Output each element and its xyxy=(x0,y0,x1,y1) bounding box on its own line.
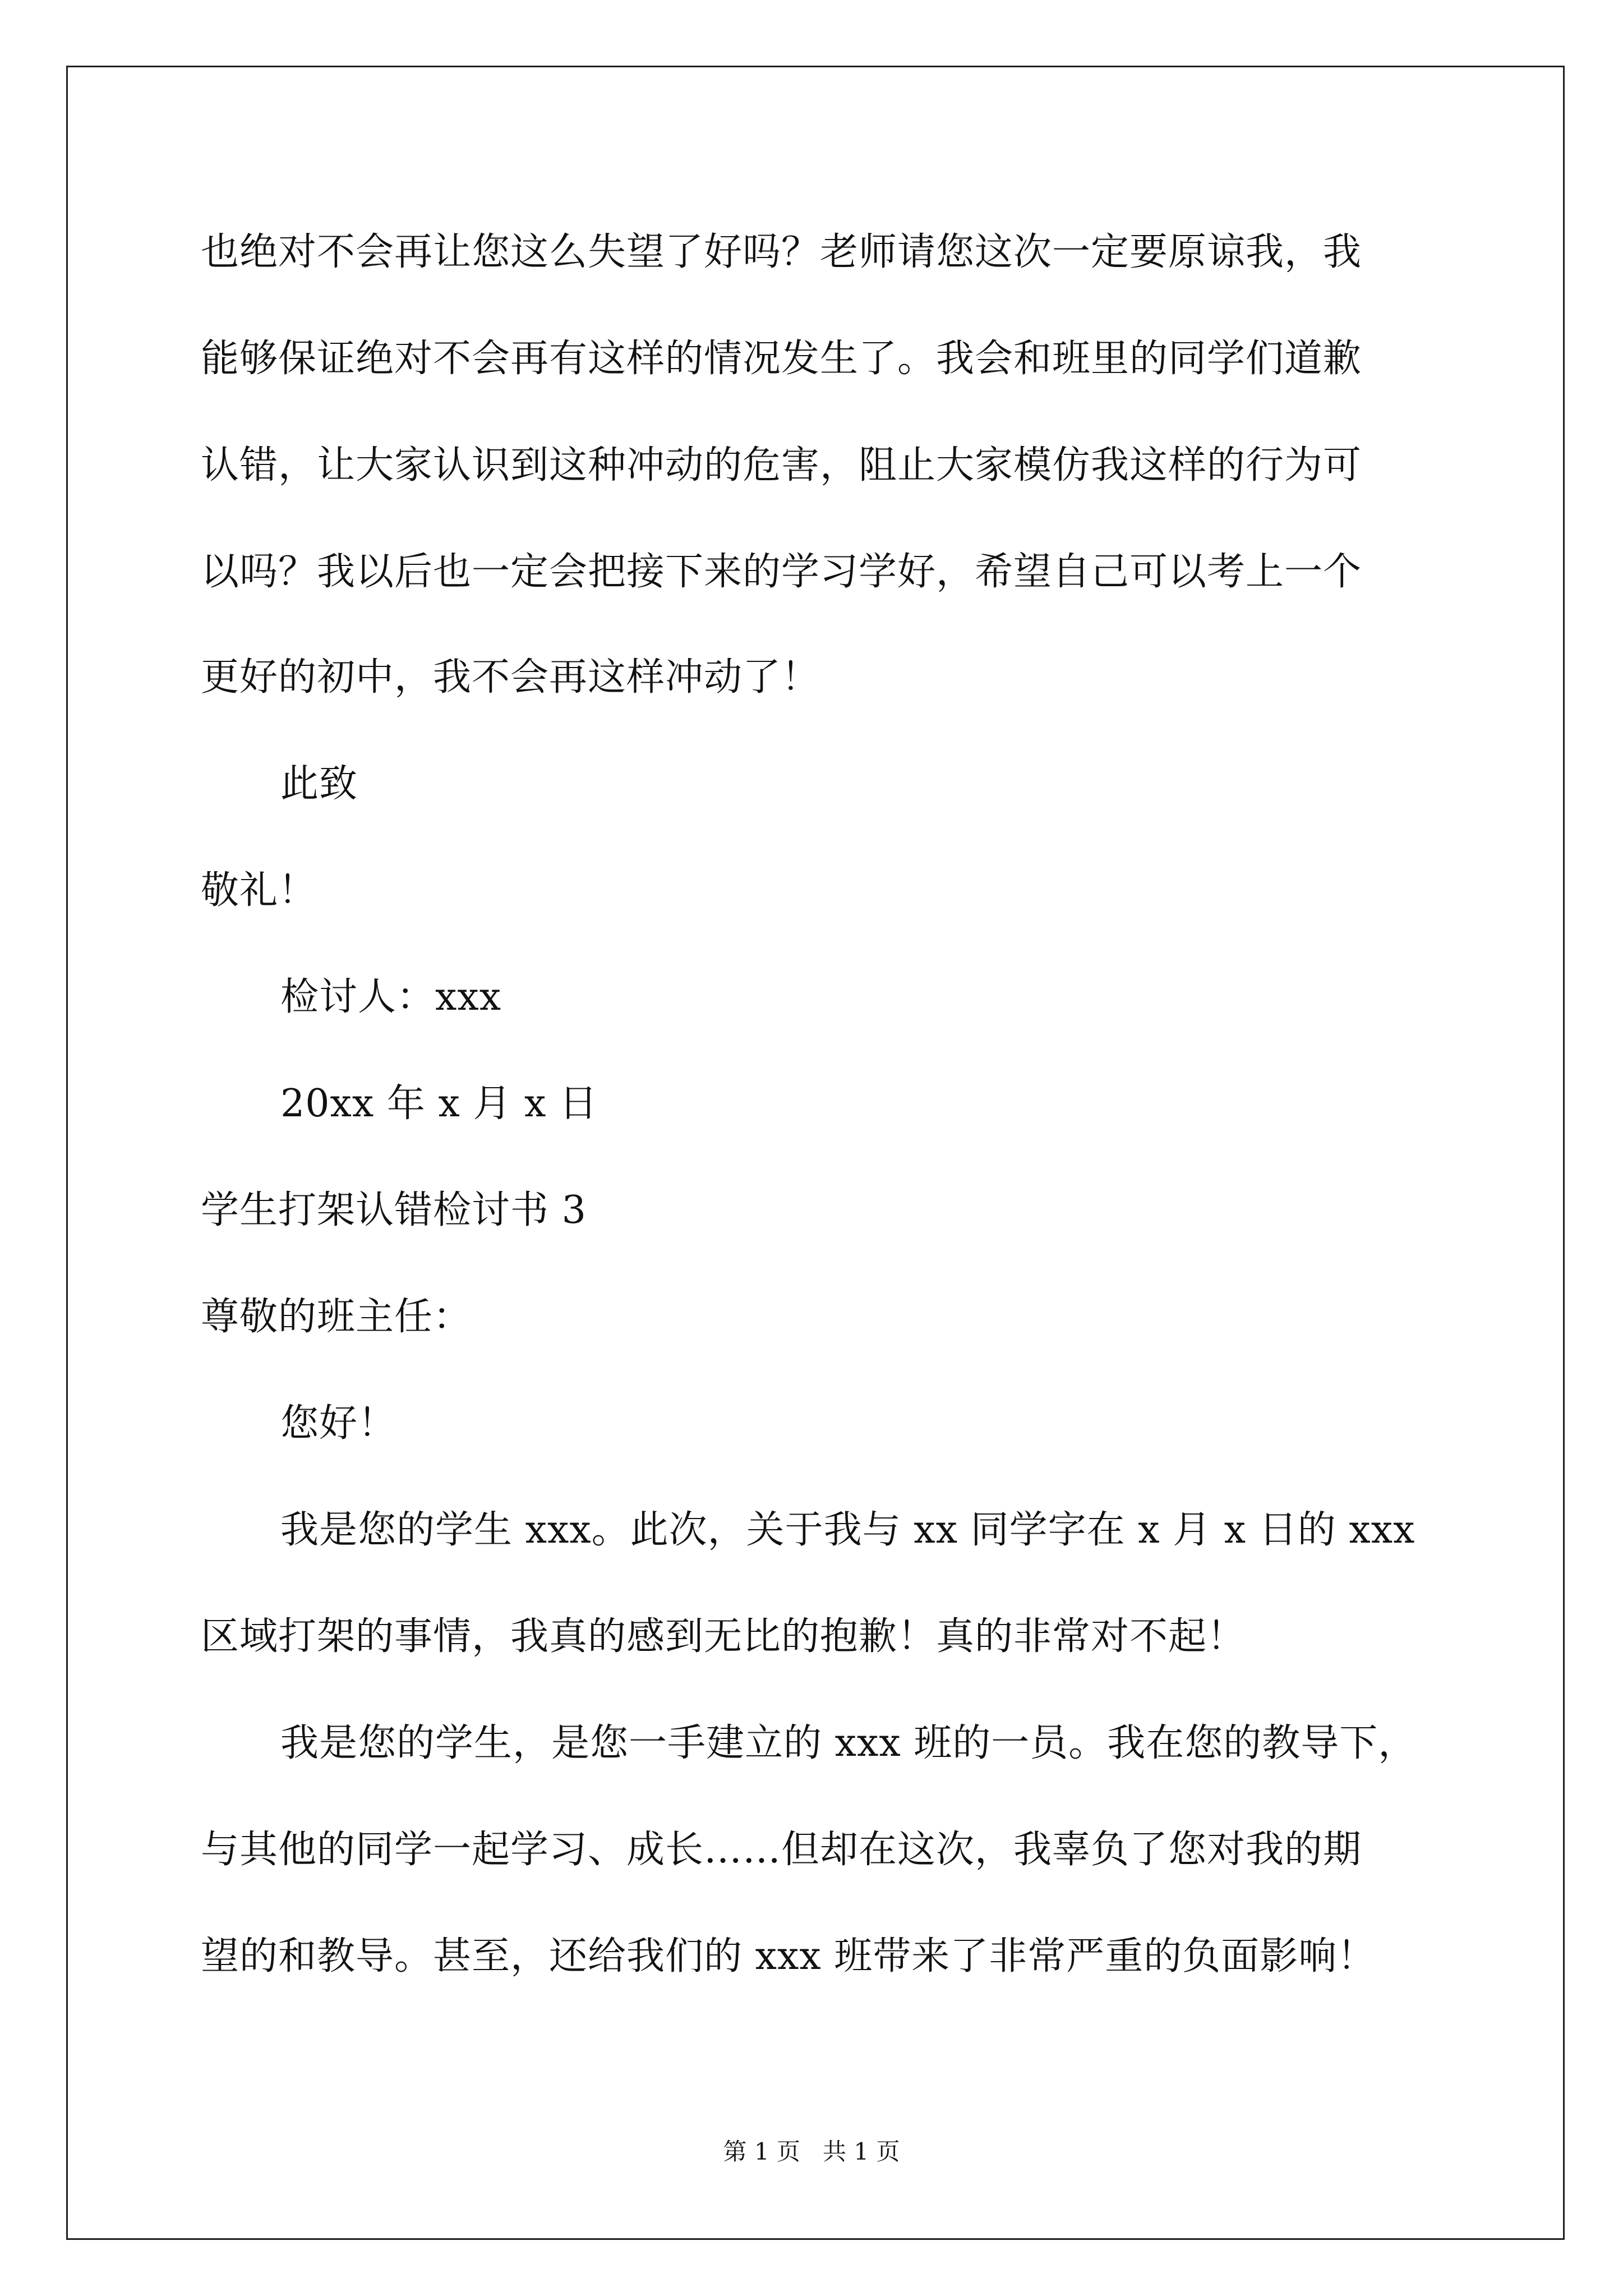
closing-salutation: 此致 xyxy=(280,762,358,806)
page-number-footer: 第 1 页 共 1 页 xyxy=(723,2138,900,2165)
body-line-2: 能够保证绝对不会再有这样的情况发生了。我会和班里的同学们道歉 xyxy=(201,337,1362,381)
section-title: 学生打架认错检讨书 3 xyxy=(201,1188,587,1232)
date-line: 20xx 年 x 月 x 日 xyxy=(280,1082,598,1126)
signature-line: 检讨人：xxx xyxy=(280,975,502,1019)
body-line-5: 更好的初中，我不会再这样冲动了！ xyxy=(201,655,820,700)
body-line-3: 认错，让大家认识到这种冲动的危害，阻止大家模仿我这样的行为可 xyxy=(201,443,1362,487)
body-line-4: 以吗？我以后也一定会把接下来的学习学好，希望自己可以考上一个 xyxy=(201,550,1362,594)
body-line-8: 我是您的学生，是您一手建立的 xxx 班的一员。我在您的教导下， xyxy=(280,1721,1417,1765)
greeting-recipient: 尊敬的班主任： xyxy=(201,1295,472,1339)
greeting-hello: 您好！ xyxy=(280,1401,397,1446)
page-border xyxy=(66,66,1565,2240)
body-line-9: 与其他的同学一起学习、成长……但却在这次，我辜负了您对我的期 xyxy=(201,1828,1362,1872)
body-line-6: 我是您的学生 xxx。此次，关于我与 xx 同学字在 x 月 x 日的 xxx xyxy=(280,1508,1415,1552)
body-line-7: 区域打架的事情，我真的感到无比的抱歉！真的非常对不起！ xyxy=(201,1614,1246,1659)
body-line-10: 望的和教导。甚至，还给我们的 xxx 班带来了非常严重的负面影响！ xyxy=(201,1934,1376,1978)
body-line-1: 也绝对不会再让您这么失望了好吗？老师请您这次一定要原谅我，我 xyxy=(201,230,1362,274)
closing-regards: 敬礼！ xyxy=(201,868,317,913)
